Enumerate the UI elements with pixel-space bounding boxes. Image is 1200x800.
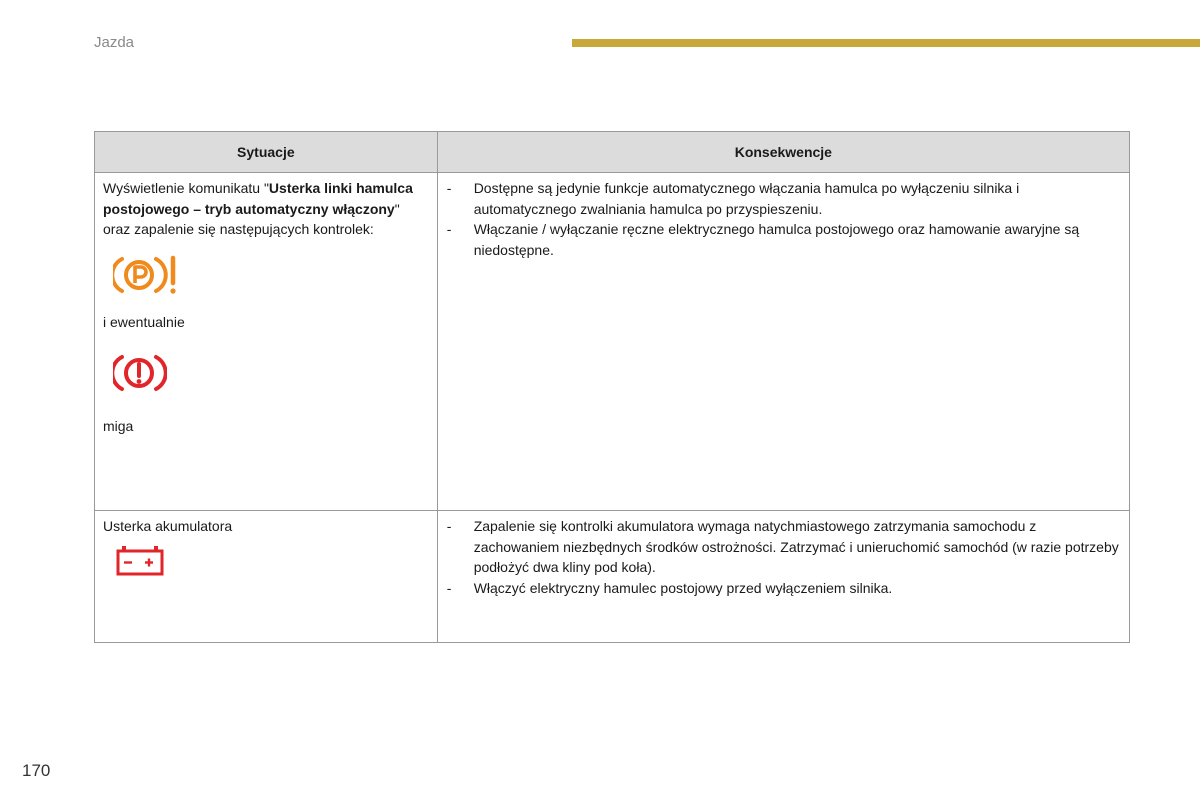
consequences-cell <box>437 173 1129 511</box>
header-accent-bar <box>572 39 1200 47</box>
section-title: Jazda <box>94 34 135 51</box>
bullet-dash: - <box>446 579 452 596</box>
situation-text-post: " oraz zapalenie się następujących kontrolek: <box>103 200 400 237</box>
consequences-cell <box>437 511 1129 643</box>
warning-table <box>94 131 1130 643</box>
bullet-dash: - <box>446 518 452 534</box>
situation-cell <box>95 173 438 511</box>
parking-brake-fault-icon-box <box>103 240 429 312</box>
situation-cell <box>95 511 438 643</box>
brake-warning-icon-box <box>103 332 429 416</box>
situation-text <box>103 178 429 240</box>
column-header-situations: Sytuacje <box>95 132 438 173</box>
table-row <box>95 173 1130 511</box>
blinks-label: miga <box>103 418 134 434</box>
situation-text: Usterka akumulatora <box>103 518 233 534</box>
bullet-dash: - <box>446 180 452 196</box>
list-item <box>446 578 1121 599</box>
consequence-text: Dostępne są jedynie funkcje automatycznego włączania hamulca po wyłączeniu silnika i automatycznego zwalniania hamulca po przyspieszeniu. <box>473 180 1020 217</box>
list-item <box>446 219 1121 260</box>
consequence-text: Włączanie / wyłączanie ręczne elektrycznego hamulca postojowego oraz hamowanie awaryjne są niedostępne. <box>473 221 1080 258</box>
brake-warning-icon <box>113 352 167 396</box>
parking-brake-fault-icon <box>113 254 183 298</box>
and-possibly-label: i ewentualnie <box>103 313 185 330</box>
bullet-dash: - <box>446 221 452 237</box>
consequence-text: Zapalenie się kontrolki akumulatora wymaga natychmiastowego zatrzymania samochodu z zachowaniem niezbędnych środków ostrożności. Zatrzymać i unieruchomić samochód (w razie potrzeby podłożyć dwa kliny pod koła). <box>473 518 1119 575</box>
battery-warning-icon-box <box>103 537 429 595</box>
consequences-list <box>446 178 1121 260</box>
page-number: 170 <box>22 761 51 780</box>
battery-warning-icon <box>115 543 165 577</box>
consequences-list <box>446 516 1121 598</box>
situation-text-bold: Usterka linki hamulca postojowego – tryb automatyczny włączony <box>103 180 413 217</box>
list-item <box>446 516 1121 578</box>
table-header-row <box>95 132 1130 173</box>
column-header-consequences: Konsekwencje <box>437 132 1129 173</box>
consequence-text: Włączyć elektryczny hamulec postojowy przed wyłączeniem silnika. <box>473 579 893 596</box>
list-item <box>446 178 1121 219</box>
table-row <box>95 511 1130 643</box>
situation-text-pre: Wyświetlenie komunikatu " <box>103 180 269 196</box>
